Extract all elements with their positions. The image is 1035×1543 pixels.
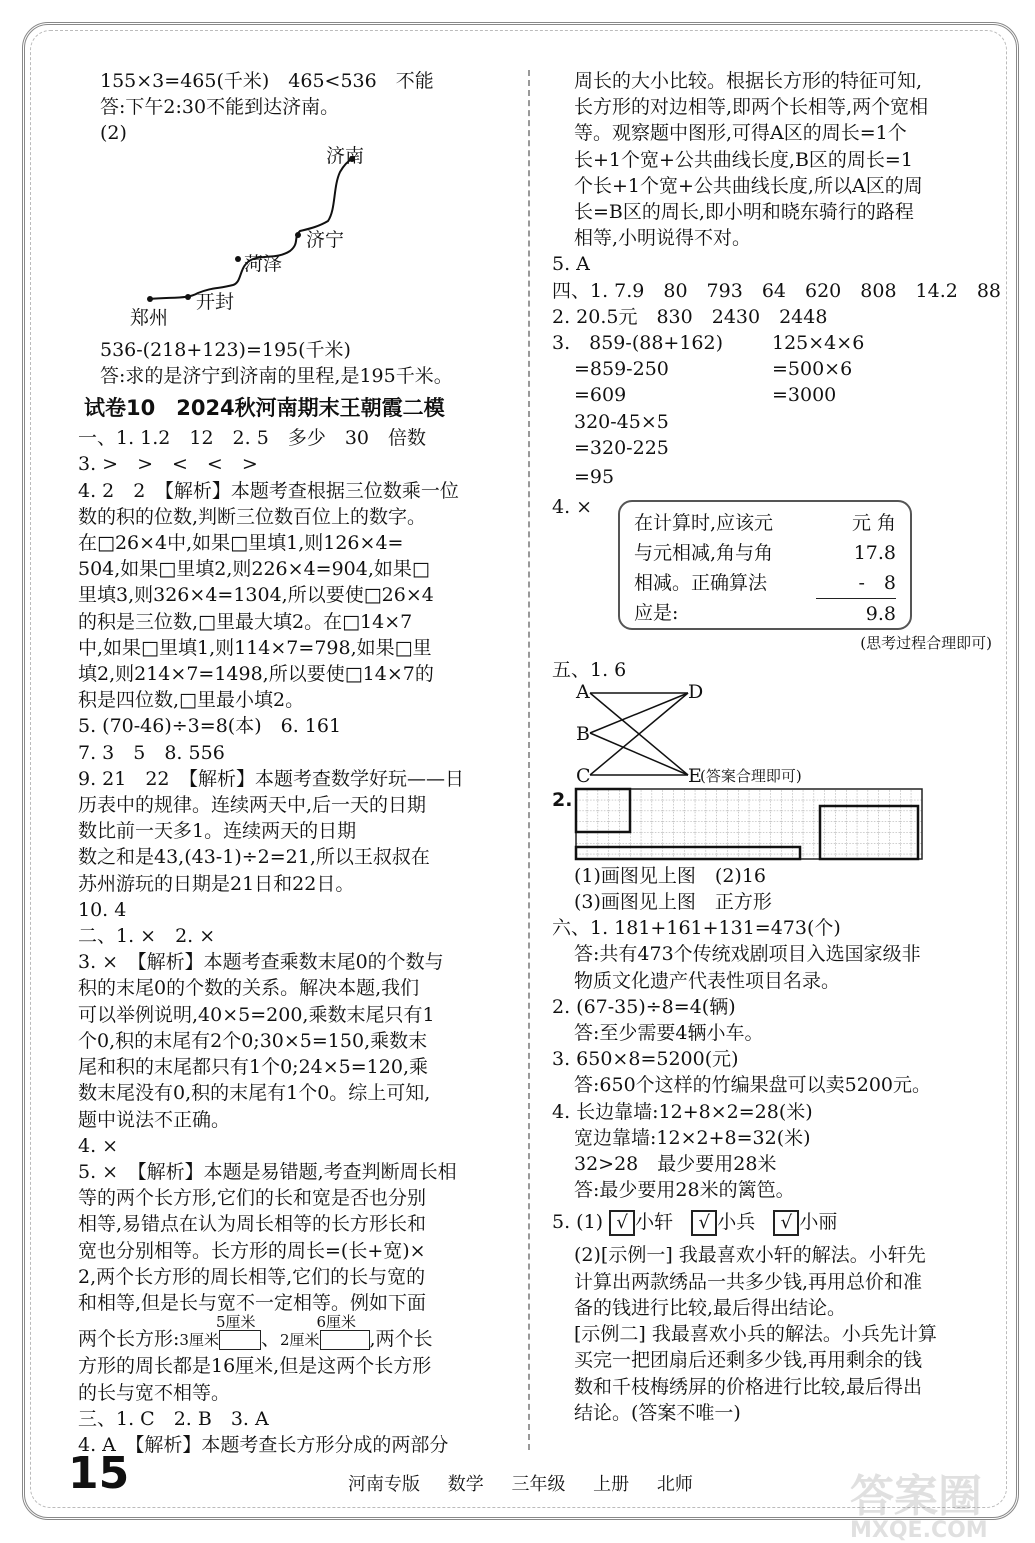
check-line: 5. (1) √ 小轩 √ 小兵 √ 小丽 xyxy=(552,1209,984,1236)
answer-line: 结论。(答案不唯一) xyxy=(574,1401,741,1424)
node-d: D xyxy=(688,680,704,703)
tip-box: 在计算时,应该元 与元相减,角与角 相减。正确算法 应是: 元 角 17.8 - 8 9.8 xyxy=(618,500,912,630)
answer-line: 长=B区的周长,即小明和晓东骑行的路程 xyxy=(574,201,914,224)
answer-line: 三、1. C 2. B 3. A xyxy=(78,1407,269,1430)
answer-line: 长+1个宽+公共曲线长度,B区的周长=1 xyxy=(574,148,913,171)
answer-line: 等的两个长方形,它们的长和宽是否也分别 xyxy=(78,1187,427,1210)
answer-line: 可以举例说明,40×5=200,乘数末尾只有1 xyxy=(78,1003,435,1026)
answer-line: 等。观察题中图形,可得A区的周长=1个 xyxy=(574,122,907,145)
route-map xyxy=(78,144,498,337)
answer-line: 宽边靠墙:12×2+8=32(米) xyxy=(574,1126,811,1149)
calc-block: 3. 859-(88+162) =859-250 =609 320-45×5 =320-225 125×4×6 =500×6 =3000 xyxy=(552,332,865,459)
grid-drawing: 2. xyxy=(552,787,984,863)
answer-line: 数的积的位数,判断三位数百位上的数字。 xyxy=(78,505,427,528)
answer-line: 长方形的对边相等,即两个长相等,两个宽相 xyxy=(574,96,929,119)
answer-line: (2)[示例一] 我最喜欢小轩的解法。小轩先 xyxy=(574,1244,926,1267)
answer-line: 32>28 最少要用28米 xyxy=(574,1153,777,1176)
answer-line: 答:至少需要4辆小车。 xyxy=(574,1022,764,1045)
answer-line: 和相等,但是长与宽不一定相等。例如下面 xyxy=(78,1291,427,1314)
map-label-zhengzhou: 郑州 xyxy=(130,306,169,329)
answer-line: 2. 20.5元 830 2430 2448 xyxy=(552,305,828,328)
answer-line: 一、1. 1.2 12 2. 5 多少 30 倍数 xyxy=(78,427,426,450)
check-box: √ xyxy=(691,1210,717,1236)
answer-line: 宽也分别相等。长方形的周长=(长+宽)× xyxy=(78,1239,426,1262)
answer-line: 五、1. 6 xyxy=(552,658,627,681)
check-box: √ xyxy=(773,1210,799,1236)
answer-line: 4. 2 2 【解析】本题考查根据三位数乘一位 xyxy=(78,479,459,502)
answer-line: 个长+1个宽+公共曲线长度,所以A区的周 xyxy=(574,174,923,197)
text-line: (2) xyxy=(100,122,127,145)
answer-line: 方形的周长都是16厘米,但是这两个长方形 xyxy=(78,1355,432,1378)
answer-line: [示例二] 我最喜欢小兵的解法。小兵先计算 xyxy=(574,1323,937,1346)
tip-note: (思考过程合理即可) xyxy=(860,634,992,653)
answer-line: 里填3,则326×4=1304,所以要使□26×4 xyxy=(78,584,434,607)
answer-line: 历表中的规律。连续两天中,后一天的日期 xyxy=(78,794,427,817)
answer-line: 3. > > < < > xyxy=(78,453,258,476)
answer-line: 苏州游玩的日期是21日和22日。 xyxy=(78,872,355,895)
answer-line: 5. A xyxy=(552,253,590,276)
answer-line: 4. A 【解析】本题考查长方形分成的两部分 xyxy=(78,1433,449,1456)
node-note: (答案合理即可) xyxy=(700,766,802,785)
answer-line: 积是四位数,□里最小填2。 xyxy=(78,689,305,712)
node-b: B xyxy=(576,722,590,745)
answer-line: 备的钱进行比较,最后得出结论。 xyxy=(574,1296,847,1319)
text-line: 答:下午2:30不能到达济南。 xyxy=(100,96,340,119)
answer-line: 答:最少要用28米的篱笆。 xyxy=(574,1179,795,1202)
rect-b: 6厘米 xyxy=(320,1330,370,1350)
answer-line: 数和千枝梅绣屏的价格进行比较,最后得出 xyxy=(574,1375,923,1398)
text-line: 155×3=465(千米) 465<536 不能 xyxy=(100,70,434,92)
answer-line: 3. 650×8=5200(元) xyxy=(552,1048,739,1071)
text-line: 答:求的是济宁到济南的里程,是195千米。 xyxy=(100,364,453,387)
answer-line: 3. × 【解析】本题考查乘数末尾0的个数与 xyxy=(78,951,444,974)
right-column xyxy=(552,68,1002,1426)
footer-text: 河南专版 数学 三年级 上册 北师 xyxy=(348,1474,693,1495)
answer-line: 计算出两款绣品一共多少钱,再用总价和准 xyxy=(574,1270,923,1293)
answer-line: 2. (67-35)÷8=4(辆) xyxy=(552,995,736,1018)
answer-line: 尾和积的末尾都只有1个0;24×5=120,乘 xyxy=(78,1056,428,1079)
answer-line: 在□26×4中,如果□里填1,则126×4= xyxy=(78,532,404,555)
rect-example-line: 两个长方形:3厘米 5厘米 、2厘米 6厘米 ,两个长 xyxy=(78,1313,433,1351)
answer-line: 的积是三位数,□里最大填2。在□14×7 xyxy=(78,610,413,633)
answer-line: 中,如果□里填1,则114×7=798,如果□里 xyxy=(78,636,432,659)
node-e: E xyxy=(688,764,702,787)
text-line: 536-(218+123)=195(千米) xyxy=(100,338,351,361)
exam-title: 试卷10 2024秋河南期末王朝霞二模 xyxy=(84,396,445,421)
answer-line: 数比前一天多1。连续两天的日期 xyxy=(78,820,357,843)
dot-grid xyxy=(576,789,922,861)
answer-line: 周长的大小比较。根据长方形的特征可知, xyxy=(574,70,923,92)
answer-line: 填2,则214×7=1498,所以要使□14×7的 xyxy=(78,663,434,686)
node-c: C xyxy=(576,764,591,787)
left-column xyxy=(78,68,516,1458)
answer-line: 二、1. × 2. × xyxy=(78,925,216,948)
answer-line: 相等,小明说得不对。 xyxy=(574,227,752,250)
answer-line: 六、1. 181+161+131=473(个) xyxy=(552,917,841,940)
column-divider xyxy=(528,70,530,1450)
answer-line: 数之和是43,(43-1)÷2=21,所以王叔叔在 xyxy=(78,846,430,869)
answer-line: 数末尾没有0,积的末尾有1个0。综上可知, xyxy=(78,1082,431,1105)
answer-line: 的长与宽不相等。 xyxy=(78,1381,231,1404)
answer-line: 5. (70-46)÷3=8(本) 6. 161 xyxy=(78,715,342,738)
answer-line: 买完一把团扇后还剩多少钱,再用剩余的钱 xyxy=(574,1349,923,1372)
answer-line: 5. × 【解析】本题是易错题,考查判断周长相 xyxy=(78,1160,457,1183)
answer-line: 10. 4 xyxy=(78,898,127,921)
map-label-jining: 济宁 xyxy=(306,228,345,251)
answer-line: 相等,易错点在认为周长相等的长方形长和 xyxy=(78,1213,427,1236)
answer-line: (3)画图见上图 正方形 xyxy=(574,891,772,914)
answer-line: =95 xyxy=(574,466,615,489)
answer-line: 个0,积的末尾有2个0;30×5=150,乘数末 xyxy=(78,1029,428,1052)
answer-line: 物质文化遗产代表性项目名录。 xyxy=(574,969,841,992)
answer-line: 7. 3 5 8. 556 xyxy=(78,741,225,764)
watermark-logo: 答案圈 MXQE.COM xyxy=(850,1471,988,1543)
answer-line: 题中说法不正确。 xyxy=(78,1108,231,1131)
page-number: 15 xyxy=(68,1448,130,1499)
answer-line: 四、1. 7.9 80 793 64 620 808 14.2 88 xyxy=(552,279,1002,302)
answer-line: 504,如果□里填2,则226×4=904,如果□ xyxy=(78,558,430,581)
answer-line: 答:650个这样的竹编果盘可以卖5200元。 xyxy=(574,1074,932,1097)
match-diagram xyxy=(552,680,984,787)
answer-line: 积的末尾0的个数的关系。解决本题,我们 xyxy=(78,977,420,1000)
answer-line: 4. 长边靠墙:12+8×2=28(米) xyxy=(552,1100,813,1123)
map-label-jinan: 济南 xyxy=(326,144,365,167)
node-a: A xyxy=(576,680,590,703)
answer-line: 4. × xyxy=(552,496,593,519)
answer-line: (1)画图见上图 (2)16 xyxy=(574,864,767,887)
rect-a: 5厘米 xyxy=(219,1330,261,1350)
answer-line: 9. 21 22 【解析】本题考查数学好玩——日 xyxy=(78,767,465,790)
answer-line: 4. × xyxy=(78,1134,119,1157)
check-box: √ xyxy=(609,1210,635,1236)
answer-line: 2,两个长方形的周长相等,它们的长与宽的 xyxy=(78,1265,426,1288)
map-label-kaifeng: 开封 xyxy=(196,290,235,313)
map-label-heze: 菏泽 xyxy=(244,252,283,275)
answer-line: 答:共有473个传统戏剧项目入选国家级非 xyxy=(574,943,921,966)
